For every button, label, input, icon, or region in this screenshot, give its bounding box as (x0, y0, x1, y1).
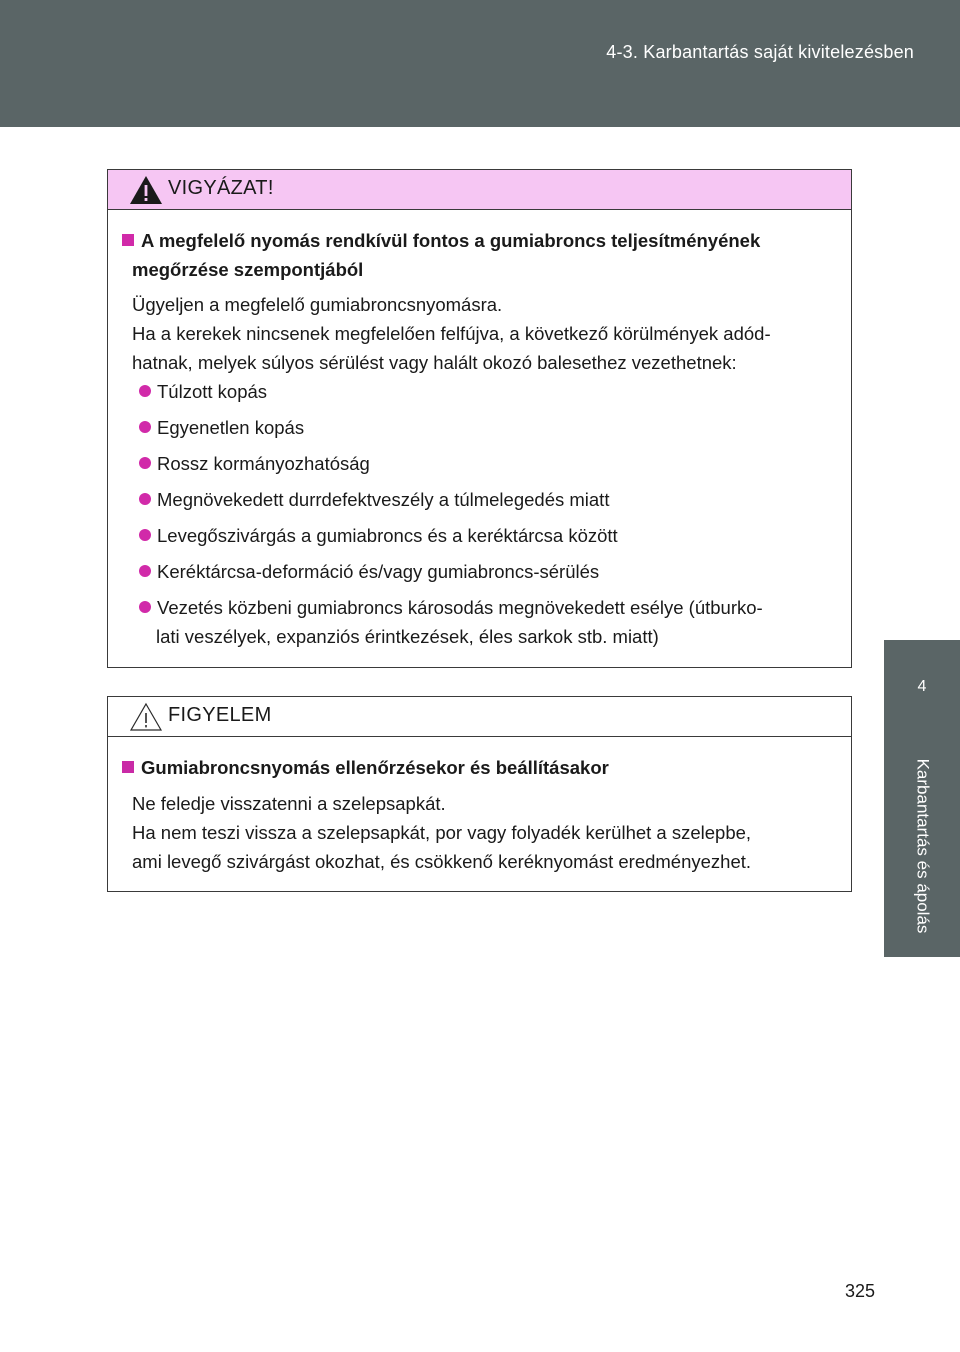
notice-header (108, 697, 851, 737)
caution-triangle-icon (128, 701, 164, 733)
notice-line-3: ami levegő szivárgást okozhat, és csökkenő keréknyomást eredményezhet. (132, 851, 752, 872)
list-item: Megnövekedett durrdefektveszély a túlmelegedés miatt (139, 485, 839, 514)
square-bullet-icon (122, 234, 134, 246)
notice-title: FIGYELEM (168, 704, 272, 726)
bullet-dot-icon (139, 529, 151, 541)
section-title: 4-3. Karbantartás saját kivitelezésben (606, 42, 914, 62)
list-item: Egyenetlen kopás (139, 413, 839, 442)
warning-intro-1: Ügyeljen a megfelelő gumiabroncsnyomásra. (132, 294, 503, 315)
list-item: Vezetés közbeni gumiabroncs károsodás megnövekedett esélye (útburko- (139, 593, 839, 622)
warning-triangle-icon (128, 174, 164, 206)
warning-subheading-cont: megőrzése szempontjából (132, 259, 364, 280)
warning-subheading: A megfelelő nyomás rendkívül fontos a gumiabroncs teljesítményének (122, 226, 760, 255)
chapter-title: Karbantartás és ápolás (913, 758, 932, 934)
bullet-dot-icon (139, 493, 151, 505)
notice-subheading: Gumiabroncsnyomás ellenőrzésekor és beállításakor (122, 753, 609, 782)
notice-box (107, 696, 852, 892)
chapter-number: 4 (917, 678, 927, 695)
bullet-dot-icon (139, 601, 151, 613)
warning-intro-3: hatnak, melyek súlyos sérülést vagy halált okozó balesethez vezethetnek: (132, 352, 737, 373)
notice-line-2: Ha nem teszi vissza a szelepsapkát, por vagy folyadék kerülhet a szelepbe, (132, 822, 752, 843)
bullet-dot-icon (139, 457, 151, 469)
warning-title: VIGYÁZAT! (168, 177, 274, 199)
list-item-cont: lati veszélyek, expanziós érintkezések, éles sarkok stb. miatt) (156, 626, 659, 647)
list-item: Rossz kormányozhatóság (139, 449, 839, 478)
chapter-side-tab (884, 640, 960, 957)
bullet-dot-icon (139, 385, 151, 397)
header-band (0, 0, 960, 127)
warning-intro-2: Ha a kerekek nincsenek megfelelően felfújva, a következő körülmények adód- (132, 323, 771, 344)
list-item: Keréktárcsa-deformáció és/vagy gumiabroncs-sérülés (139, 557, 839, 586)
bullet-dot-icon (139, 421, 151, 433)
list-item: Levegőszivárgás a gumiabroncs és a keréktárcsa között (139, 521, 839, 550)
bullet-dot-icon (139, 565, 151, 577)
square-bullet-icon (122, 761, 134, 773)
warning-box (107, 169, 852, 668)
warning-header (108, 170, 851, 210)
list-item: Túlzott kopás (139, 377, 839, 406)
page-number: 325 (845, 1281, 876, 1301)
notice-line-1: Ne feledje visszatenni a szelepsapkát. (132, 793, 446, 814)
